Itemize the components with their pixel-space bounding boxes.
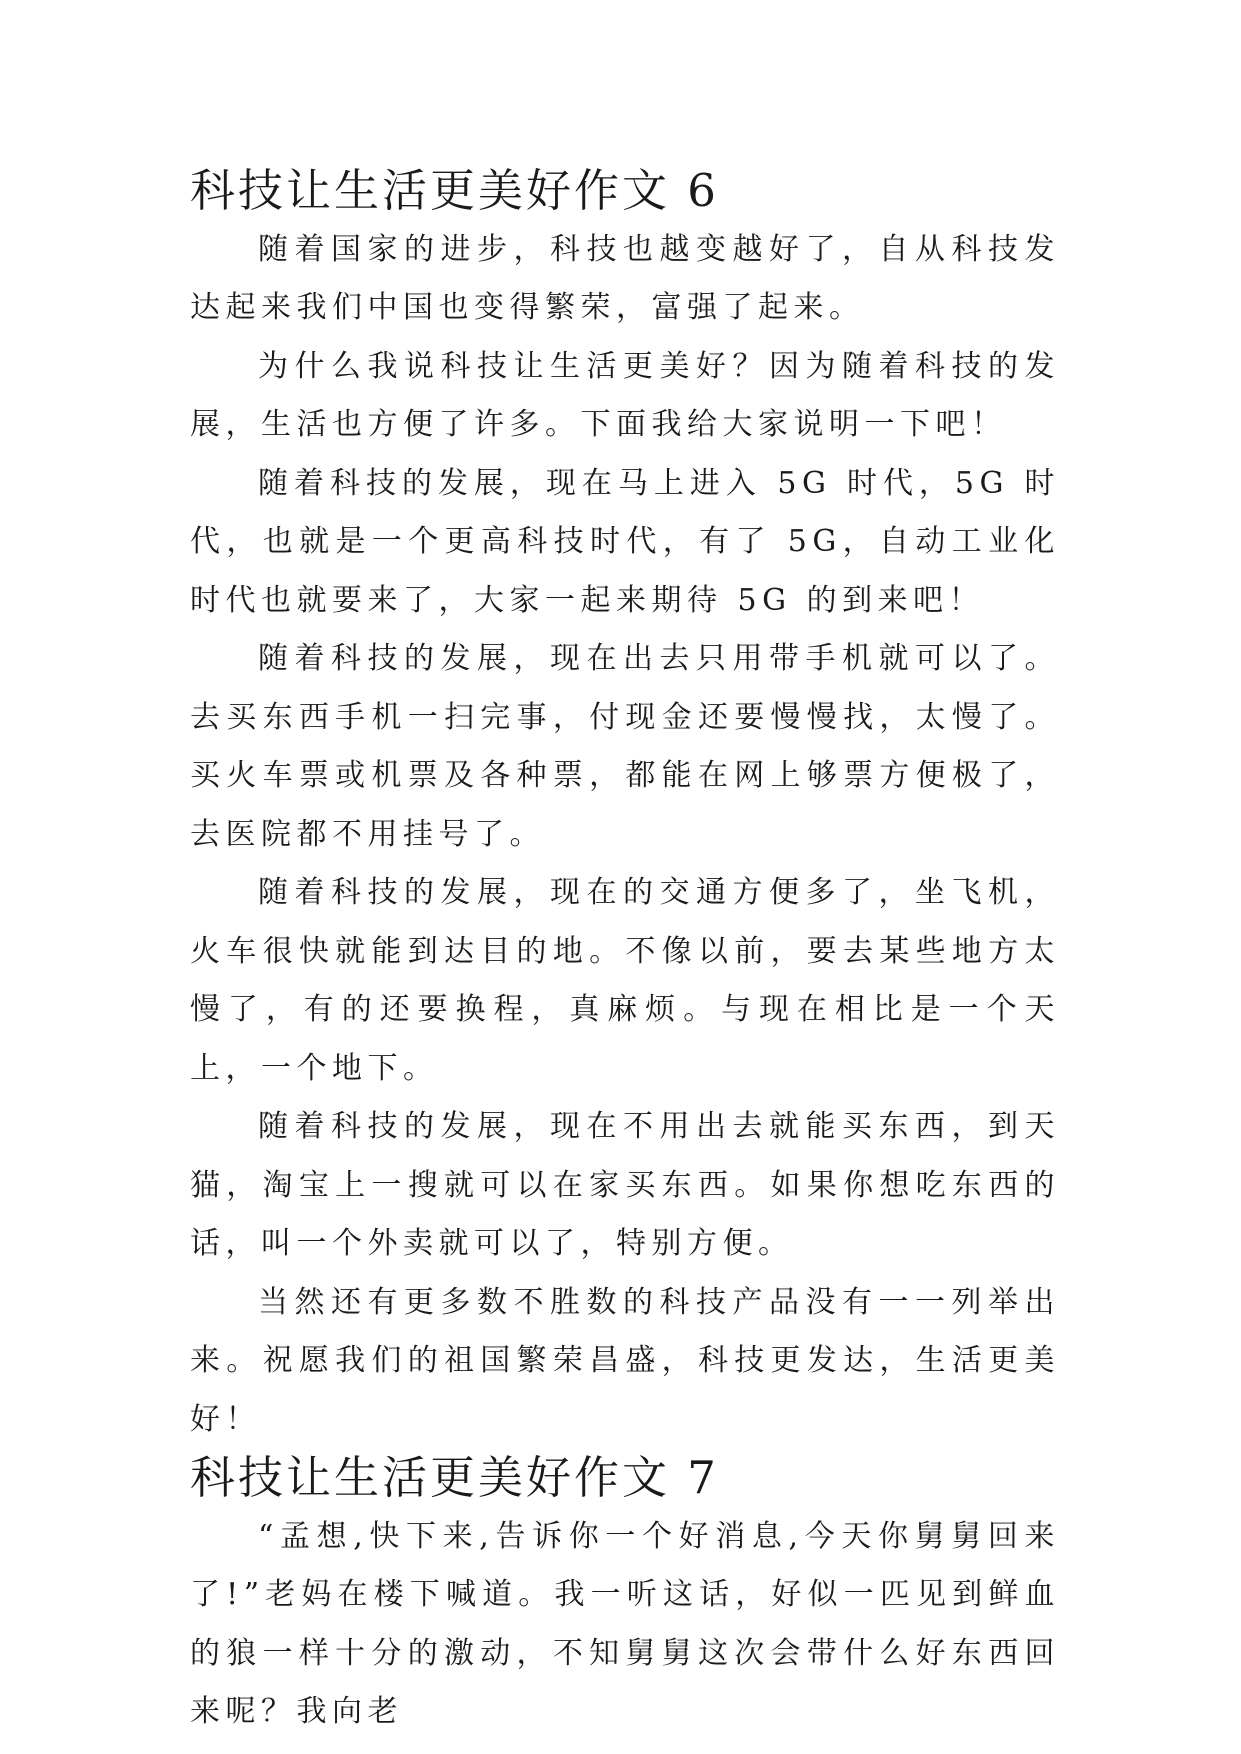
document-body (190, 162, 1060, 1742)
essay-paragraph: 随着科技的发展，现在不用出去就能买东西，到天猫，淘宝上一搜就可以在家买东西。如果你想吃东西的话，叫一个外卖就可以了，特别方便。 (190, 1109, 1060, 1261)
essay-paragraph: “孟想,快下来,告诉你一个好消息,今天你舅舅回来了!”老妈在楼下喊道。我一听这话，好似一匹见到鲜血的狼一样十分的激动，不知舅舅这次会带什么好东西回来呢？我向老 (190, 1518, 1060, 1729)
essay-paragraph: 随着国家的进步，科技也越变越好了，自从科技发达起来我们中国也变得繁荣，富强了起来。 (190, 231, 1060, 325)
essay-paragraph: 随着科技的发展，现在的交通方便多了，坐飞机，火车很快就能到达目的地。不像以前，要去某些地方太慢了，有的还要换程，真麻烦。与现在相比是一个天上，一个地下。 (190, 875, 1060, 1086)
essay-paragraph: 随着科技的发展，现在出去只用带手机就可以了。去买东西手机一扫完事，付现金还要慢慢找，太慢了。买火车票或机票及各种票，都能在网上够票方便极了，去医院都不用挂号了。 (190, 641, 1060, 852)
essay-title: 科技让生活更美好作文 7 (190, 1451, 719, 1504)
essay-paragraph: 当然还有更多数不胜数的科技产品没有一一列举出来。祝愿我们的祖国繁荣昌盛，科技更发达，生活更美好！ (190, 1284, 1060, 1437)
essay-paragraph: 随着科技的发展，现在马上进入 5G 时代，5G 时代，也就是一个更高科技时代，有了 5G，自动工业化时代也就要来了，大家一起来期待 5G 的到来吧！ (190, 465, 1060, 618)
essay-paragraph: 为什么我说科技让生活更美好？因为随着科技的发展，生活也方便了许多。下面我给大家说明一下吧！ (190, 348, 1060, 442)
essay-title: 科技让生活更美好作文 6 (190, 164, 719, 217)
essay-section-6 (190, 162, 1060, 1449)
essay-section-7 (190, 1449, 1060, 1742)
